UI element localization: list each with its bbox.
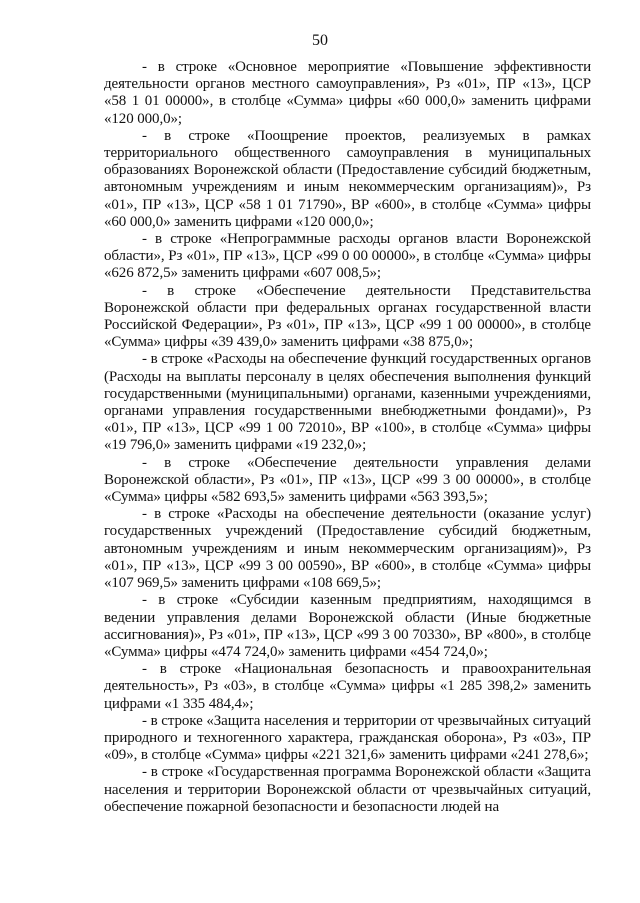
paragraph-3: - в строке «Непрограммные расходы органов власти Воронежской области», Рз «01», ПР «13», ЦСР «99 0 00 00000», в столбце «Сумма» цифры «626 872,5» заменить цифрами «607 008,5»; xyxy=(104,231,591,282)
paragraph-4: - в строке «Обеспечение деятельности Представительства Воронежской области при федеральных органах государственной власти Российской Федерации», Рз «01», ПР «13», ЦСР «99 1 00 00000», в столбце «Сумма» цифры «39 439,0» заменить цифрами «38 875,0»; xyxy=(104,282,591,351)
paragraph-10: - в строке «Защита населения и территории от чрезвычайных ситуаций природного и техногенного характера, гражданская оборона», Рз «03», ПР «09», в столбце «Сумма» цифры «221 321,6» заменить цифрами «241 278,6»; xyxy=(104,712,591,764)
paragraph-2: - в строке «Поощрение проектов, реализуемых в рамках территориального общественного самоуправления в муниципальных образованиях Воронежской области (Предоставление субсидий бюджетным, автономным учреждениям и иным некоммерческим организациям)», Рз «01», ПР «13», ЦСР «58 1 01 71790», ВР «600», в столбце «Сумма» цифры «60 000,0» заменить цифрами «120 000,0»; xyxy=(104,127,591,230)
paragraph-6: - в строке «Обеспечение деятельности управления делами Воронежской области», Рз «01», ПР «13», ЦСР «99 3 00 00000», в столбце «Сумма» цифры «582 693,5» заменить цифрами «563 393,5»; xyxy=(104,454,591,506)
paragraph-1: - в строке «Основное мероприятие «Повышение эффективности деятельности органов местного самоуправления», Рз «01», ПР «13», ЦСР «58 1 01 00000», в столбце «Сумма» цифры «60 000,0» заменить цифрами «120 000,0»; xyxy=(104,59,591,127)
paragraph-11: - в строке «Государственная программа Воронежской области «Защита населения и территории Воронежской области от чрезвычайных ситуаций, обеспечение пожарной безопасности и безопасности людей на xyxy=(104,764,591,815)
paragraph-9: - в строке «Национальная безопасность и правоохранительная деятельность», Рз «03», в столбце «Сумма» цифры «1 285 398,2» заменить цифрами «1 335 484,4»; xyxy=(104,661,591,712)
page-number: 50 xyxy=(312,32,328,49)
paragraph-5: - в строке «Расходы на обеспечение функций государственных органов (Расходы на выплаты персоналу в целях обеспечения выполнения функций государственными (муниципальными) органами, казенными учреждениями, органами управления государственными внебюджетными фондами)», Рз «01», ПР «13», ЦСР «99 1 00 72010», ВР «100», в столбце «Сумма» цифры «19 796,0» заменить цифрами «19 232,0»; xyxy=(104,351,591,454)
paragraph-7: - в строке «Расходы на обеспечение деятельности (оказание услуг) государственных учреждений (Предоставление субсидий бюджетным, автономным учреждениям и иным некоммерческим организациям)», Рз «01», ПР «13», ЦСР «99 3 00 00590», ВР «600», в столбце «Сумма» цифры «107 969,5» заменить цифрами «108 669,5»; xyxy=(104,506,591,592)
document-body xyxy=(104,59,591,816)
paragraph-8: - в строке «Субсидии казенным предприятиям, находящимся в ведении управления делами Воронежской области (Иные бюджетные ассигнования)», Рз «01», ПР «13», ЦСР «99 3 00 70330», ВР «800», в столбце «Сумма» цифры «474 724,0» заменить цифрами «454 724,0»; xyxy=(104,592,591,660)
